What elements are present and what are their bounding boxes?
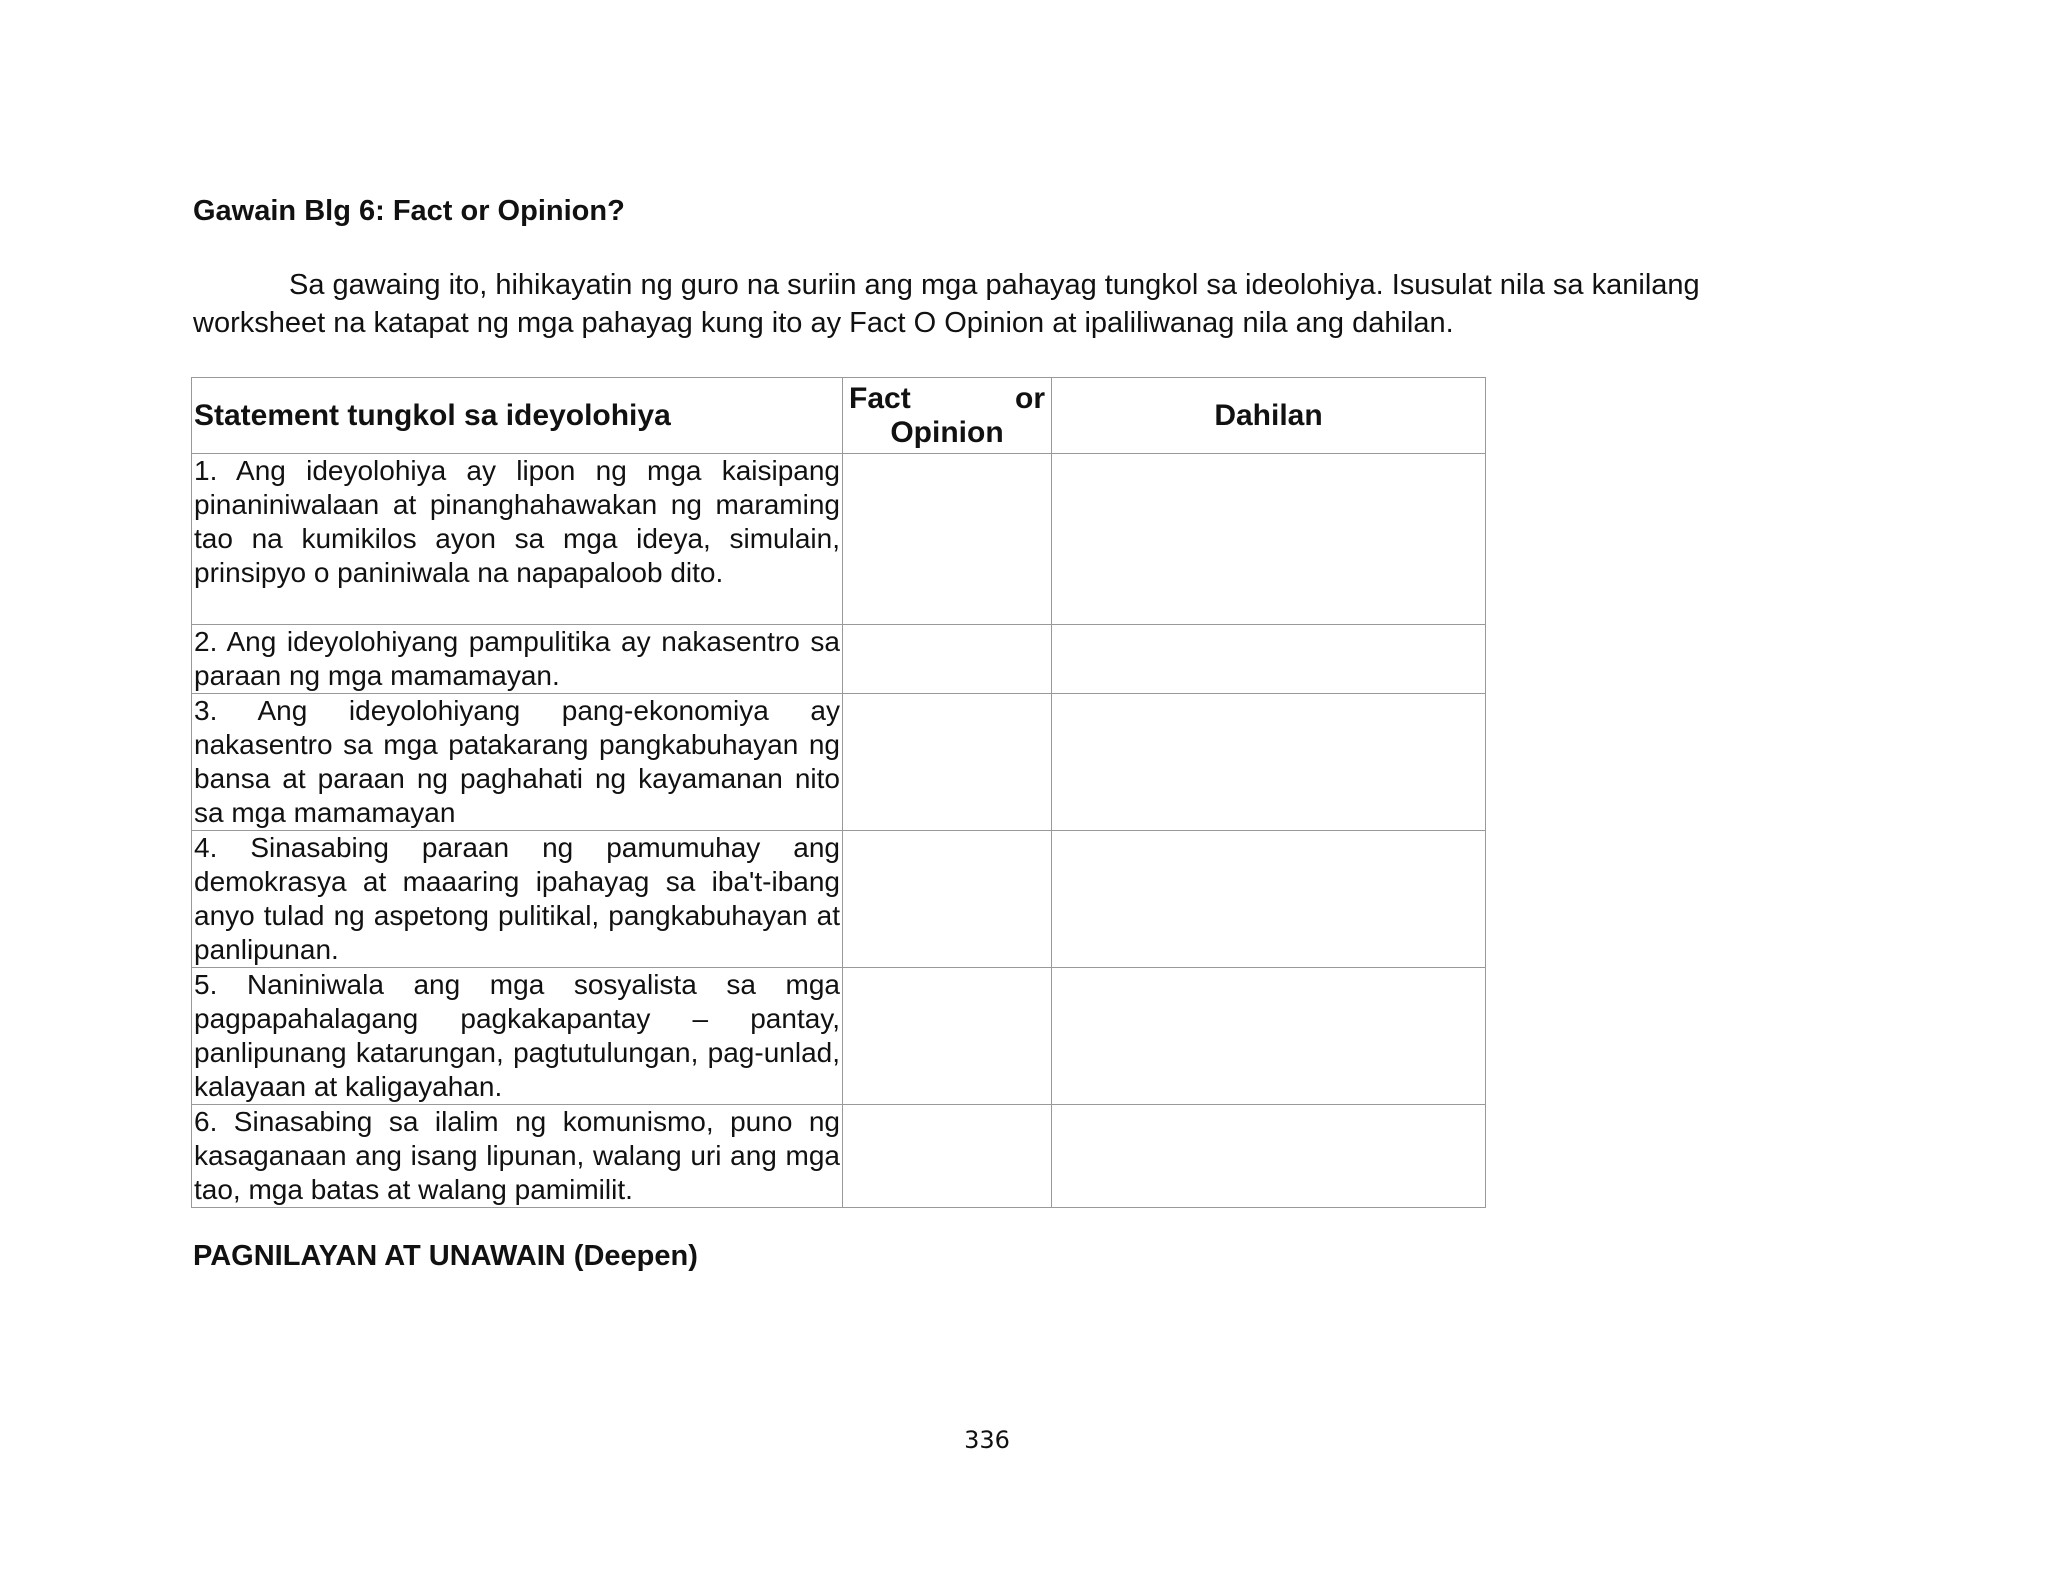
table-row: [192, 625, 1486, 694]
fact-or-opinion-cell[interactable]: [843, 625, 1052, 694]
statement-cell: 1. Ang ideyolohiya ay lipon ng mga kaisipang pinaniniwalaan at pinanghahawakan ng maraming tao na kumikilos ayon sa mga ideya, simulain, prinsipyo o paniniwala na napapaloob dito.: [192, 454, 843, 625]
reason-cell[interactable]: [1052, 694, 1486, 831]
statement-cell: 2. Ang ideyolohiyang pampulitika ay nakasentro sa paraan ng mga mamamayan.: [192, 625, 843, 694]
header-reason: Dahilan: [1052, 378, 1486, 454]
header-opinion-word: Opinion: [890, 415, 1004, 449]
instructions-paragraph: Sa gawaing ito, hihikayatin ng guro na suriin ang mga pahayag tungkol sa ideolohiya. Isusulat nila sa kanilang worksheet na katapat ng mga pahayag kung ito ay Fact O Opinion at ipaliliwanag nila ang dahilan.: [193, 269, 1700, 339]
header-fact-or-opinion: [843, 378, 1052, 454]
table-row: [192, 968, 1486, 1105]
header-statement: Statement tungkol sa ideyolohiya: [192, 378, 843, 454]
statement-cell: 6. Sinasabing sa ilalim ng komunismo, puno ng kasaganaan ang isang lipunan, walang uri ang mga tao, mga batas at walang pamimilit.: [192, 1105, 843, 1208]
reason-cell[interactable]: [1052, 968, 1486, 1105]
reason-cell[interactable]: [1052, 1105, 1486, 1208]
table-header-row: [192, 378, 1486, 454]
fact-or-opinion-cell[interactable]: [843, 694, 1052, 831]
header-or-word: or: [1015, 381, 1045, 415]
reason-cell[interactable]: [1052, 454, 1486, 625]
table-row: [192, 454, 1486, 625]
activity-title: Gawain Blg 6: Fact or Opinion?: [193, 195, 625, 227]
statement-cell: 5. Naniniwala ang mga sosyalista sa mga pagpapahalagang pagkakapantay – pantay, panlipunang katarungan, pagtutulungan, pag-unlad, kalayaan at kaligayahan.: [192, 968, 843, 1105]
reason-cell[interactable]: [1052, 831, 1486, 968]
fact-or-opinion-cell[interactable]: [843, 1105, 1052, 1208]
header-fact-word: Fact: [849, 381, 911, 415]
fact-or-opinion-cell[interactable]: [843, 454, 1052, 625]
table-row: [192, 831, 1486, 968]
page-number: 336: [964, 1426, 1010, 1454]
reason-cell[interactable]: [1052, 625, 1486, 694]
statement-cell: 4. Sinasabing paraan ng pamumuhay ang demokrasya at maaaring ipahayag sa iba't-ibang anyo tulad ng aspetong pulitikal, pangkabuhayan at panlipunan.: [192, 831, 843, 968]
table-row: [192, 694, 1486, 831]
statement-cell: 3. Ang ideyolohiyang pang-ekonomiya ay nakasentro sa mga patakarang pangkabuhayan ng bansa at paraan ng paghahati ng kayamanan nito sa mga mamamayan: [192, 694, 843, 831]
fact-or-opinion-cell[interactable]: [843, 831, 1052, 968]
fact-or-opinion-table: [191, 377, 1486, 1208]
section-heading: PAGNILAYAN AT UNAWAIN (Deepen): [193, 1240, 698, 1272]
fact-or-opinion-cell[interactable]: [843, 968, 1052, 1105]
table-row: [192, 1105, 1486, 1208]
